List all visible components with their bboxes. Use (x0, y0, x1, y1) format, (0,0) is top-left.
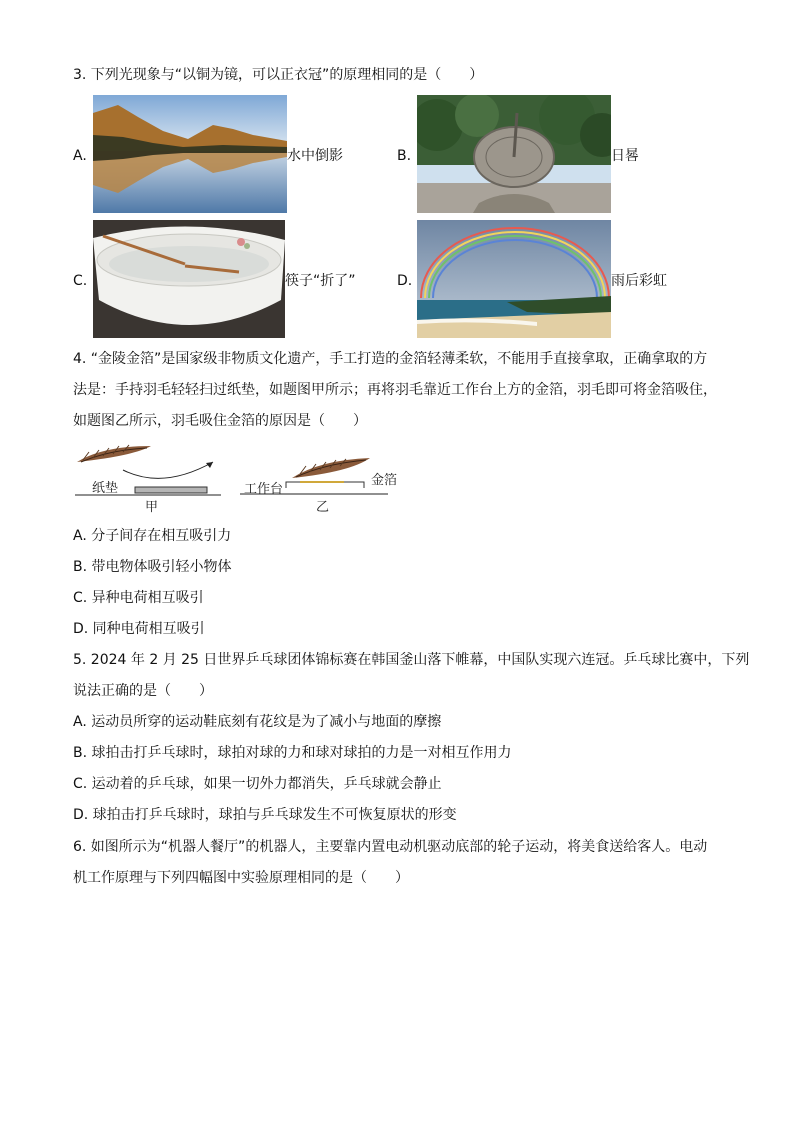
feather-icon (292, 458, 370, 478)
gold-foil-label: 金箔 (371, 473, 398, 488)
q3-option-b-text: 日晷 (611, 148, 639, 164)
q4-stem-line-2: 法是：手持羽毛轻轻扫过纸垫，如题图甲所示；再将羽毛靠近工作台上方的金箔，羽毛即可将金箔吸住， (73, 382, 717, 398)
q5-option-c: C. 运动着的乒乓球，如果一切外力都消失，乒乓球就会静止 (73, 776, 442, 792)
rainbow-beach-photo (417, 220, 611, 338)
q4-option-a: A. 分子间存在相互吸引力 (73, 528, 232, 544)
q4-option-c: C. 异种电荷相互吸引 (73, 590, 204, 606)
q5-option-d: D. 球拍击打乒乓球时，球拍与乒乓球发生不可恢复原状的形变 (73, 807, 457, 823)
q3-stem: 3. 下列光现象与“以铜为镜，可以正衣冠”的原理相同的是（ ） (73, 67, 484, 83)
q4-option-b: B. 带电物体吸引轻小物体 (73, 559, 232, 575)
q3-option-d-letter: D. (397, 273, 413, 289)
sundial-photo (417, 95, 611, 213)
q3-option-d-text: 雨后彩虹 (611, 273, 667, 289)
q3-option-b-letter: B. (397, 148, 412, 164)
figure-jia-label: 甲 (145, 500, 159, 515)
feather-icon (77, 445, 151, 462)
lake-reflection-photo (93, 95, 287, 213)
q5-option-a: A. 运动员所穿的运动鞋底刻有花纹是为了减小与地面的摩擦 (73, 714, 442, 730)
q5-stem-line-1: 5. 2024 年 2 月 25 日世界乒乓球团体锦标赛在韩国釜山落下帷幕，中国队实现六连冠。乒乓球比赛中，下列 (73, 652, 750, 668)
q4-option-d: D. 同种电荷相互吸引 (73, 621, 205, 637)
workbench-label: 工作台 (244, 482, 284, 497)
q5-stem-line-2: 说法正确的是（ ） (73, 683, 213, 699)
q6-stem-line-2: 机工作原理与下列四幅图中实验原理相同的是（ ） (73, 870, 409, 886)
q3-option-a-letter: A. (73, 148, 87, 164)
q5-option-b: B. 球拍击打乒乓球时，球拍对球的力和球对球拍的力是一对相互作用力 (73, 745, 512, 761)
chopstick-in-bowl-photo (93, 220, 285, 338)
q4-stem-line-1: 4. “金陵金箔”是国家级非物质文化遗产，手工打造的金箔轻薄柔软，不能用手直接拿取，正确拿取的方 (73, 351, 708, 367)
q3-option-a-text: 水中倒影 (287, 148, 343, 164)
figure-yi-label: 乙 (316, 500, 330, 515)
paper-pad-label: 纸垫 (92, 481, 119, 496)
q3-option-c-text: 筷子“折了” (285, 273, 356, 289)
q4-stem-line-3: 如题图乙所示，羽毛吸住金箔的原因是（ ） (73, 413, 367, 429)
q6-stem-line-1: 6. 如图所示为“机器人餐厅”的机器人，主要靠内置电动机驱动底部的轮子运动，将美食送给客人。电动 (73, 839, 708, 855)
q3-option-c-letter: C. (73, 273, 88, 289)
